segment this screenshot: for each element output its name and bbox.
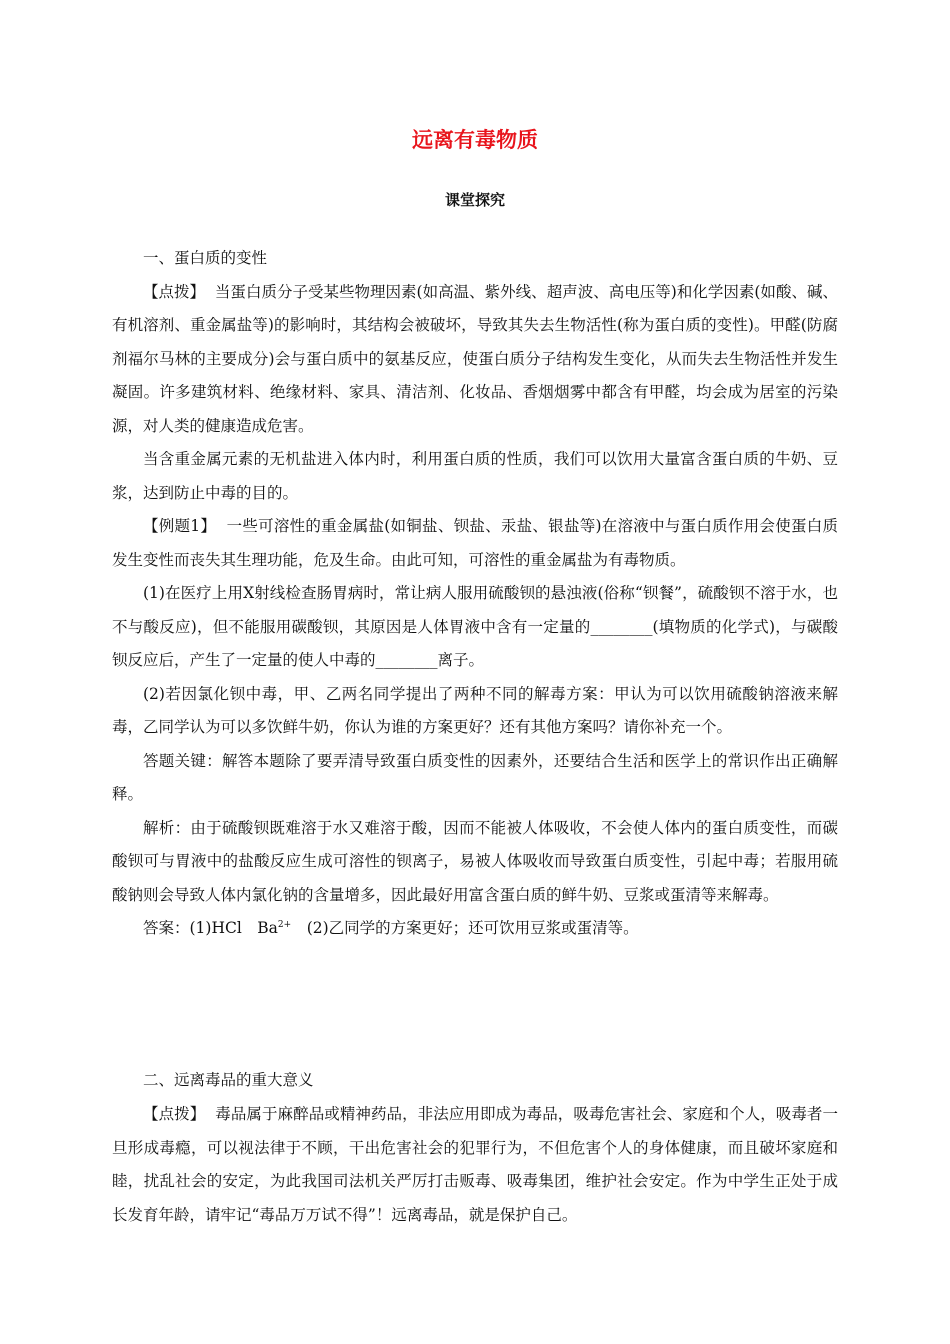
answer-superscript: 2+ <box>277 919 292 930</box>
tip-label: 【点拨】 <box>143 1105 206 1123</box>
question-1: (1)在医疗上用X射线检查肠胃病时，常让病人服用硫酸钡的悬浊液(俗称“钡餐”，硫酸钡不溶于水，也不与酸反应)，但不能服用碳酸钡，其原因是人体胃液中含有一定量的________(填物质的化学式)，与碳酸钡反应后，产生了一定量的使人中毒的________离子。 <box>112 584 838 669</box>
tip-text: 当蛋白质分子受某些物理因素(如高温、紫外线、超声波、高电压等)和化学因素(如酸、碱、有机溶剂、重金属盐等)的影响时，其结构会被破坏，导致其失去生物活性(称为蛋白质的变性)。甲醛(防腐剂福尔马林的主要成分)会与蛋白质中的氨基反应，使蛋白质分子结构发生变化，从而失去生物活性并发生凝固。许多建筑材料、绝缘材料、家具、清洁剂、化妆品、香烟烟雾中都含有甲醛，均会成为居室的污染源，对人类的健康造成危害。 <box>112 282 838 435</box>
section2-heading: 二、远离毒品的重大意义 <box>143 1071 314 1089</box>
example-label: 【例题1】 <box>143 517 217 535</box>
answer-suffix: (2)乙同学的方案更好；还可饮用豆浆或蛋清等。 <box>291 919 639 937</box>
document-body <box>112 242 838 1224</box>
section1-heading: 一、蛋白质的变性 <box>143 249 268 267</box>
tip-text: 毒品属于麻醉品或精神药品，非法应用即成为毒品，吸毒危害社会、家庭和个人，吸毒者一旦形成毒瘾，可以视法律于不顾，干出危害社会的犯罪行为，不但危害个人的身体健康，而且破坏家庭和睦，扰乱社会的安定，为此我国司法机关严厉打击贩毒、吸毒集团，维护社会安定。作为中学生正处于成长发育年龄，请牢记“毒品万万试不得”！远离毒品，就是保护自己。 <box>112 1105 838 1224</box>
answer-prefix: 答案：(1)HCl Ba <box>143 919 278 937</box>
answer-key: 答题关键：解答本题除了要弄清导致蛋白质变性的因素外，还要结合生活和医学上的常识作出正确解释。 <box>112 751 838 803</box>
example-1 <box>112 510 838 577</box>
answer <box>112 912 838 946</box>
section1-tip <box>112 276 838 444</box>
tip-label: 【点拨】 <box>143 282 206 301</box>
section1-paragraph-2: 当含重金属元素的无机盐进入体内时，利用蛋白质的性质，我们可以饮用大量富含蛋白质的牛奶、豆浆，达到防止中毒的目的。 <box>112 450 838 502</box>
document-subtitle: 课堂探究 <box>444 191 505 209</box>
question-2: (2)若因氯化钡中毒，甲、乙两名同学提出了两种不同的解毒方案：甲认为可以饮用硫酸钠溶液来解毒，乙同学认为可以多饮鲜牛奶，你认为谁的方案更好？还有其他方案吗？请你补充一个。 <box>112 684 838 736</box>
example-text: 一些可溶性的重金属盐(如铜盐、钡盐、汞盐、银盐等)在溶液中与蛋白质作用会使蛋白质发生变性而丧失其生理功能，危及生命。由此可知，可溶性的重金属盐为有毒物质。 <box>112 517 838 569</box>
analysis: 解析：由于硫酸钡既难溶于水又难溶于酸，因而不能被人体吸收，不会使人体内的蛋白质变性，而碳酸钡可与胃液中的盐酸反应生成可溶性的钡离子，易被人体吸收而导致蛋白质变性，引起中毒；若服用硫酸钠则会导致人体内氯化钠的含量增多，因此最好用富含蛋白质的鲜牛奶、豆浆或蛋清等来解毒。 <box>112 818 838 904</box>
document-title: 远离有毒物质 <box>412 128 538 152</box>
section2-tip <box>112 1098 838 1232</box>
